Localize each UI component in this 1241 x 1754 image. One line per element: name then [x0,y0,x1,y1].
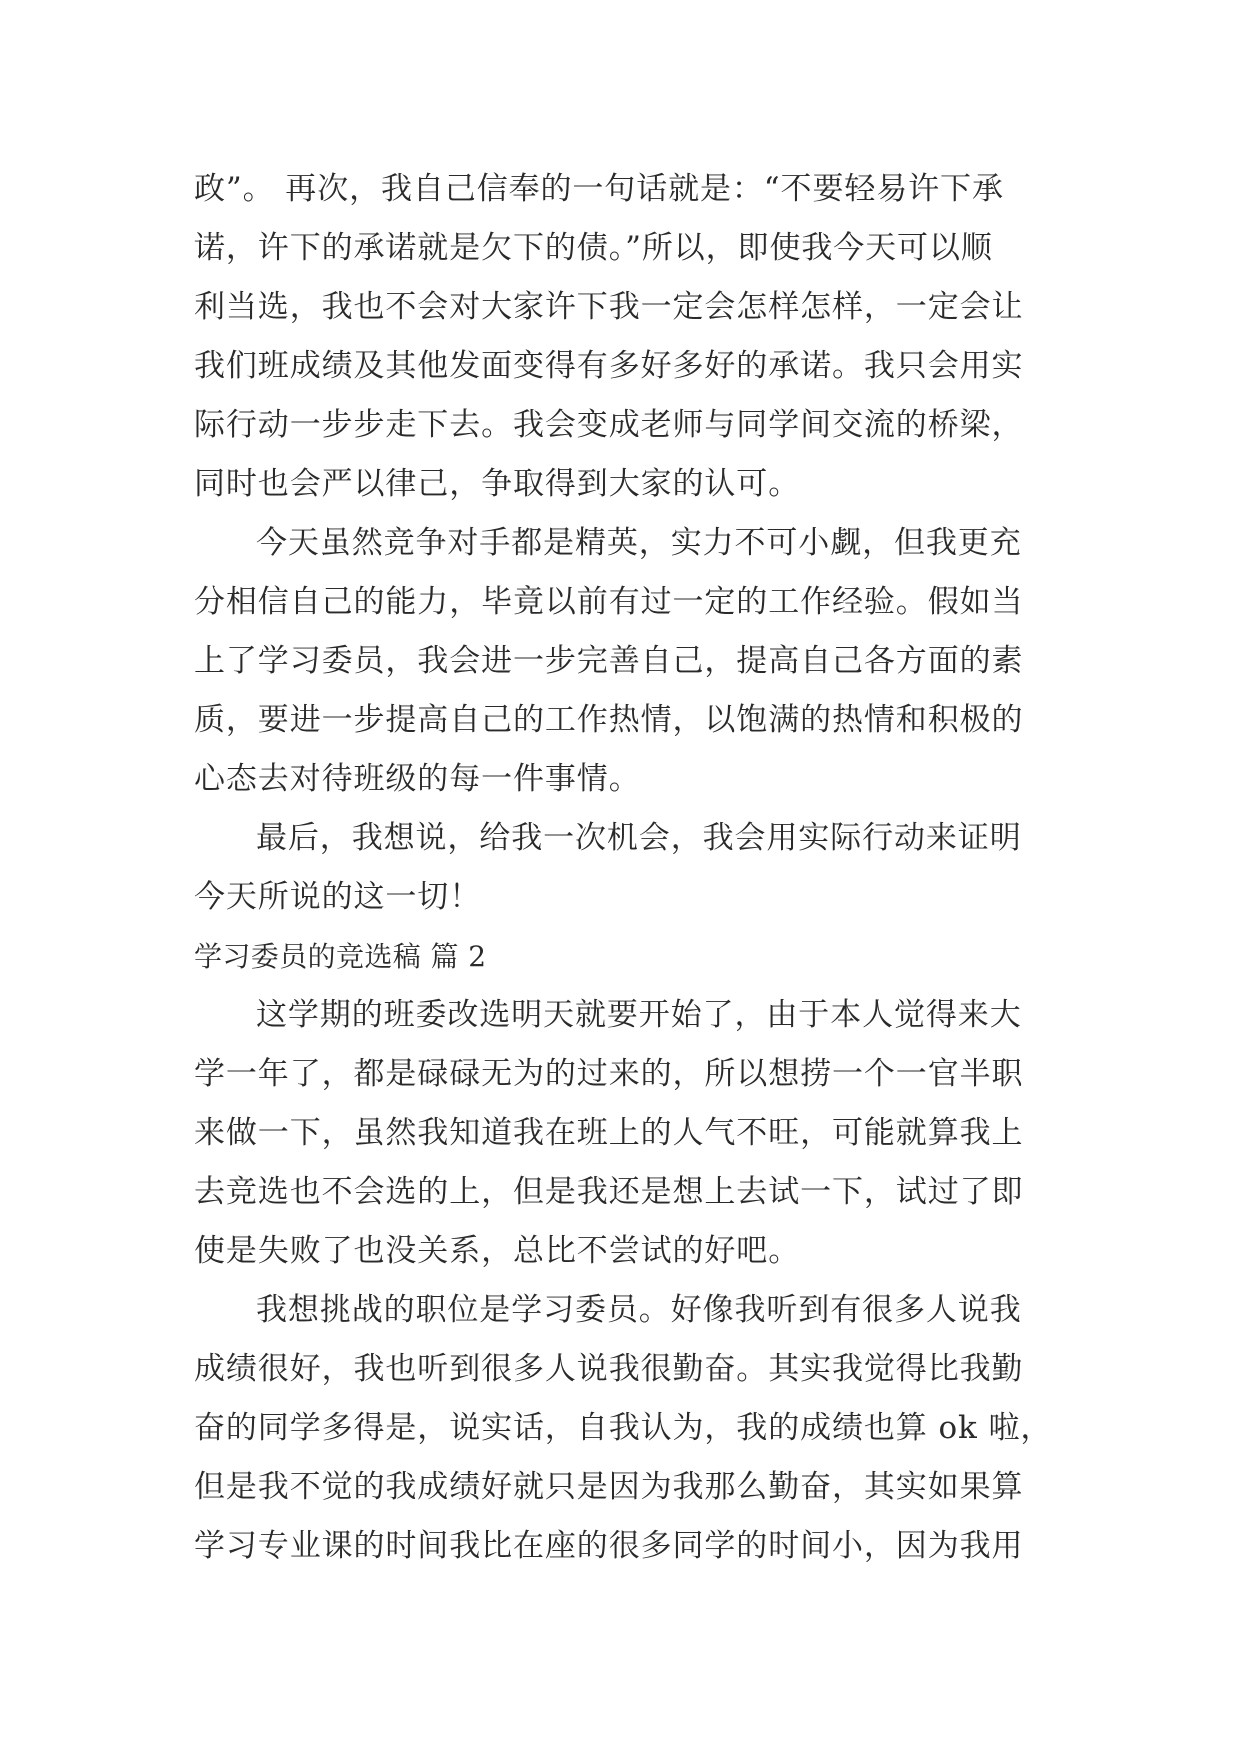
text-line: 我想挑战的职位是学习委员。好像我听到有很多人说我 [256,1292,1022,1328]
text-line: 心态去对待班级的每一件事情。 [194,761,641,797]
text-line: 际行动一步步走下去。我会变成老师与同学间交流的桥梁， [194,407,1024,443]
text-line: 这学期的班委改选明天就要开始了，由于本人觉得来大 [256,997,1022,1033]
text-line: 使是失败了也没关系，总比不尝试的好吧。 [194,1233,801,1269]
text-line: 分相信自己的能力，毕竟以前有过一定的工作经验。假如当 [194,584,1024,620]
text-line: 诺，许下的承诺就是欠下的债。”所以，即使我今天可以顺 [194,230,993,266]
text-line: 我们班成绩及其他发面变得有多好多好的承诺。我只会用实 [194,348,1024,384]
section-heading: 学习委员的竞选稿 篇 2 [194,940,487,973]
text-line: 但是我不觉的我成绩好就只是因为我那么勤奋，其实如果算 [194,1469,1024,1505]
paragraph [194,160,1064,514]
text-line: 最后，我想说，给我一次机会，我会用实际行动来证明 [256,820,1022,856]
paragraph [194,1281,1064,1576]
text-line: 来做一下，虽然我知道我在班上的人气不旺，可能就算我上 [194,1115,1024,1151]
paragraph [194,986,1064,1281]
text-line: 学习专业课的时间我比在座的很多同学的时间小，因为我用 [194,1528,1024,1564]
text-line: 同时也会严以律己，争取得到大家的认可。 [194,466,801,502]
document-body [194,160,1064,1576]
text-line: 去竞选也不会选的上，但是我还是想上去试一下，试过了即 [194,1174,1024,1210]
text-line: 成绩很好，我也听到很多人说我很勤奋。其实我觉得比我勤 [194,1351,1024,1387]
text-line: 今天所说的这一切！ [194,879,482,915]
text-line: 今天虽然竞争对手都是精英，实力不可小觑，但我更充 [256,525,1022,561]
text-line: 利当选，我也不会对大家许下我一定会怎样怎样，一定会让 [194,289,1024,325]
paragraph [194,514,1064,809]
text-line: 上了学习委员，我会进一步完善自己，提高自己各方面的素 [194,643,1024,679]
text-line: 政”。 再次，我自己信奉的一句话就是：“不要轻易许下承 [194,171,1004,207]
text-line: 奋的同学多得是，说实话，自我认为，我的成绩也算 ok 啦， [194,1410,1053,1446]
paragraph [194,809,1064,927]
text-line: 质，要进一步提高自己的工作热情，以饱满的热情和积极的 [194,702,1024,738]
text-line: 学一年了，都是碌碌无为的过来的，所以想捞一个一官半职 [194,1056,1024,1092]
